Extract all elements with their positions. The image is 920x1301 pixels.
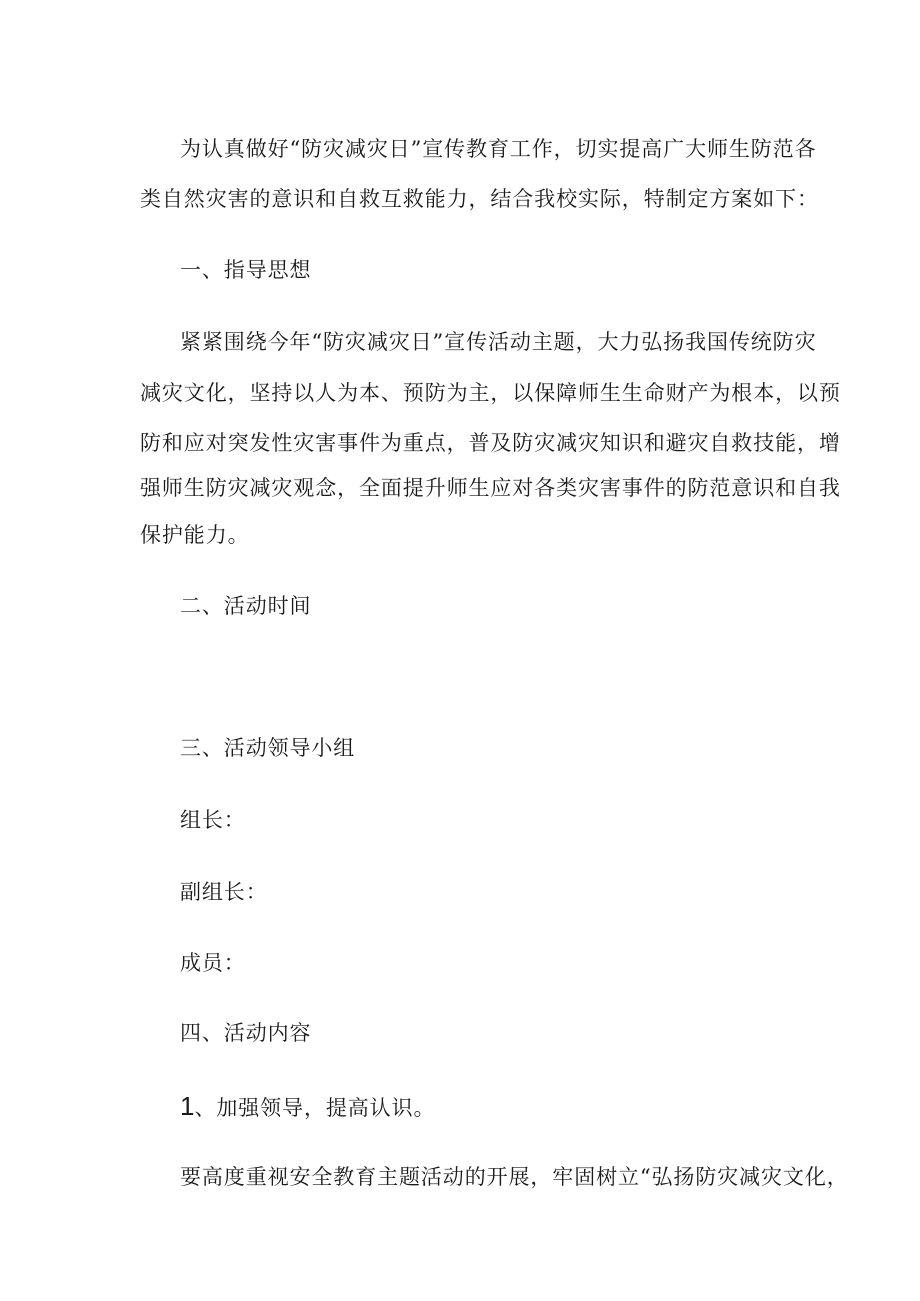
intro-line-2: 类自然灾害的意识和自救互救能力，结合我校实际，特制定方案如下： (140, 187, 819, 211)
section-heading-guiding-ideology: 一、指导思想 (180, 258, 312, 282)
item-1-title: 、加强领导，提高认识。 (194, 1096, 436, 1120)
members-field: 成员： (180, 951, 246, 975)
section1-line-2: 减灾文化，坚持以人为本、预防为主，以保障师生生命财产为根本，以预 (140, 381, 841, 405)
item-1-heading (180, 1091, 436, 1121)
deputy-leader-field: 副组长： (180, 880, 268, 904)
section-heading-activity-content: 四、活动内容 (180, 1021, 312, 1045)
section1-line-4: 强师生防灾减灾观念，全面提升师生应对各类灾害事件的防范意识和自我 (140, 476, 841, 500)
item-1-number: 1 (180, 1091, 195, 1121)
intro-line-1: 为认真做好“防灾减灾日”宣传教育工作，切实提高广大师生防范各 (180, 137, 817, 161)
section1-line-3: 防和应对突发性灾害事件为重点，普及防灾减灾知识和避灾自救技能，增 (140, 431, 841, 455)
leader-field: 组长： (180, 808, 246, 832)
section1-line-5: 保护能力。 (140, 523, 250, 547)
section-heading-leadership-group: 三、活动领导小组 (180, 736, 356, 760)
section1-line-1: 紧紧围绕今年“防灾减灾日”宣传活动主题，大力弘扬我国传统防灾 (180, 330, 817, 354)
section-heading-activity-time: 二、活动时间 (180, 594, 312, 618)
item-1-body-line-1: 要高度重视安全教育主题活动的开展，牢固树立“弘扬防灾减灾文化， (180, 1165, 849, 1189)
